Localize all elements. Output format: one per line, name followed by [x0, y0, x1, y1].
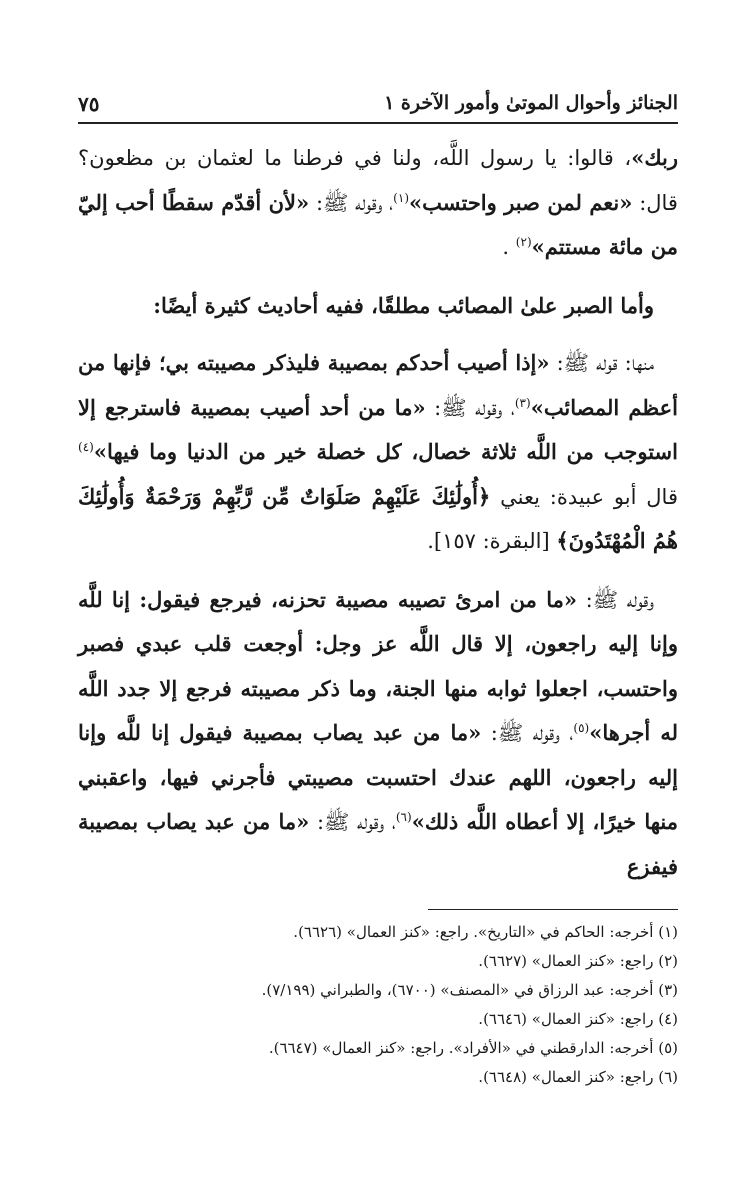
narration-text: منها: قوله ﷺ:: [556, 351, 654, 375]
narration-text: ، وقوله ﷺ:: [316, 810, 396, 834]
running-title: الجنائز وأحوال الموتىٰ وأمور الآخرة ١: [384, 92, 678, 114]
hadith-text: «ما من أحد أصيب بمصيبة فاسترجع إلا استوجب من اللَّه ثلاثة خصال، كل خصلة خير من الدنيا وما فيها»: [78, 394, 678, 464]
narration-text: قال أبو عبيدة: يعني: [500, 484, 678, 509]
footnote-ref: (٤): [78, 440, 94, 454]
paragraph-3: [78, 341, 678, 564]
narration-text: ، وقوله ﷺ:: [490, 721, 574, 745]
narration-text: ، قالوا: يا رسول اللَّه، ولنا في فرطنا ما لعثمان بن مظعون؟ قال:: [78, 146, 678, 215]
hadith-text: «نعم لمن صبر واحتسب»: [409, 189, 633, 215]
narration-text: ، وقوله ﷺ:: [315, 190, 394, 215]
hadith-text: «ما من امرئ تصيبه مصيبة تحزنه، فيرجع فيقول: إنا للَّه وإنا إليه راجعون، إلا قال اللَّه عز وجل: أوجعت قلب عبدي فصبر واحتسب، اجعلوا ثوابه منها الجنة، وما ذكر مصيبته فرجع إلا جدد اللَّه له أجرها»: [78, 586, 679, 745]
paragraph-4: [78, 578, 678, 890]
hadith-text: «ما من عبد يصاب بمصيبة فيقول إنا للَّه وإنا إليه راجعون، اللهم عندك احتسبت مصيبتي فأجرني فيها، واعقبني منها خيرًا، إلا أعطاه اللَّه ذلك»: [78, 720, 679, 834]
footnote-3: (٣) أخرجه: عبد الرزاق في «المصنف» (٦٧٠٠)، والطبراني (٧/١٩٩).: [261, 981, 678, 999]
footnote-1: (١) أخرجه: الحاكم في «التاريخ». راجع: «كنز العمال» (٦٦٢٦).: [293, 923, 678, 941]
footnote-4: (٤) راجع: «كنز العمال» (٦٦٤٦).: [478, 1010, 678, 1028]
footnotes: [78, 918, 678, 1092]
narration-text: وقوله ﷺ:: [585, 587, 654, 612]
footnote-ref: (١): [393, 190, 409, 205]
footnote-ref: (٣): [514, 395, 531, 410]
paragraph-2: [78, 284, 678, 328]
footnote-ref: (٦): [395, 810, 412, 824]
page-header: [78, 88, 678, 124]
footnote-ref: (٥): [573, 721, 590, 735]
hadith-text: «إذا أصيب أحدكم بمصيبة فليذكر مصيبته بي؛ فإنها من أعظم المصائب»: [78, 350, 679, 420]
narration-text: .: [502, 235, 510, 259]
book-page: [78, 88, 678, 1092]
hadith-text: ربك»: [631, 145, 678, 170]
footnote-ref: (٢): [515, 235, 532, 249]
footnote-2: (٢) راجع: «كنز العمال» (٦٦٢٧).: [478, 952, 678, 970]
footnote-6: (٦) راجع: «كنز العمال» (٦٦٤٨).: [478, 1068, 678, 1086]
main-text: [78, 136, 678, 889]
page-number: ٧٥: [78, 92, 100, 116]
section-intro: وأما الصبر علىٰ المصائب مطلقًا، ففيه أحاديث كثيرة أيضًا:: [153, 292, 654, 318]
quran-verse: ﴿أُولَٰئِكَ عَلَيْهِمْ صَلَوَاتٌ مِّن رَّبِّهِمْ وَرَحْمَةٌ وَأُولَٰئِكَ هُمُ الْمُهْتَدُونَ﴾: [78, 483, 678, 553]
narration-text: ، وقوله ﷺ:: [434, 395, 515, 420]
verse-reference: [البقرة: ١٥٧].: [427, 529, 550, 553]
hadith-text: «لأن أقدّم سقطًا أحب إليّ من مائة مستتم»: [78, 189, 678, 259]
paragraph-1: [78, 136, 678, 270]
footnote-divider: [428, 909, 678, 910]
footnote-5: (٥) أخرجه: الدارقطني في «الأفراد». راجع: «كنز العمال» (٦٦٤٧).: [268, 1039, 678, 1057]
hadith-text: «ما من عبد يصاب بمصيبة فيفزع: [78, 809, 678, 879]
